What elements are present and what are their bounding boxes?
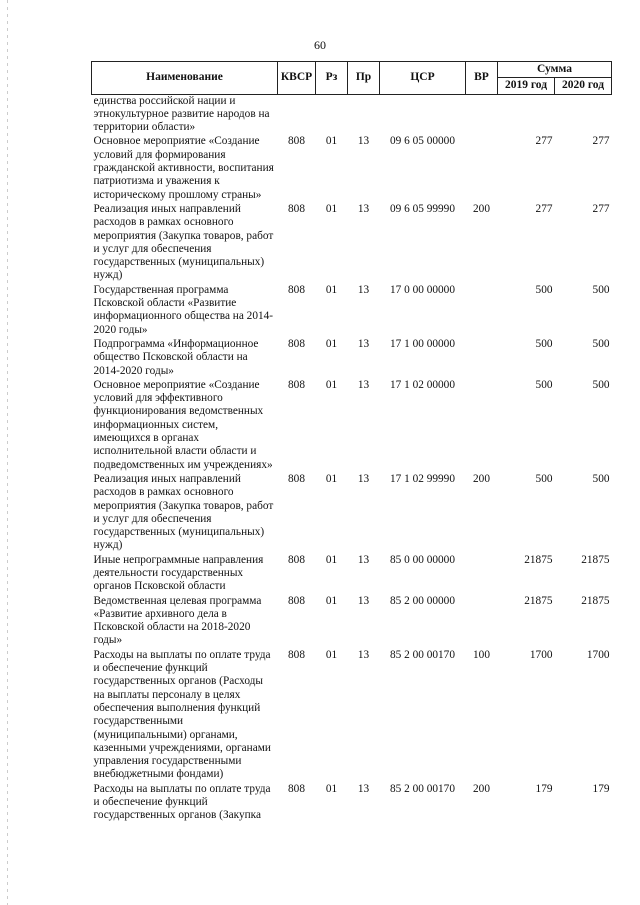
budget-table bbox=[91, 61, 612, 824]
row-2019: 277 bbox=[535, 202, 553, 215]
row-2020: 21875 bbox=[581, 594, 610, 607]
row-2019: 500 bbox=[535, 283, 553, 296]
row-kvsr: 808 bbox=[288, 378, 305, 391]
row-2020: 500 bbox=[592, 283, 610, 296]
row-rz: 01 bbox=[325, 135, 338, 148]
row-name: Расходы на выплаты по оплате труда и обеспечение функций государственных органов (Расходы на выплаты персоналу в целях обеспечения выполнения функций государственными (муниципальными) органами, казенными учреждениями, органами управления государственными внебюджетными фондами) bbox=[93, 648, 271, 781]
row-kvsr: 808 bbox=[288, 135, 305, 148]
table-body bbox=[92, 94, 612, 824]
row-rz: 01 bbox=[325, 378, 338, 391]
row-csr bbox=[380, 94, 466, 135]
row-2020: 500 bbox=[592, 378, 610, 391]
row-vr: 100 bbox=[473, 648, 490, 661]
row-2020: 500 bbox=[592, 337, 610, 350]
row-name: Реализация иных направлений расходов в рамках основного мероприятия (Закупка товаров, работ и услуг для обеспечения государственных (муниципальных) нужд) bbox=[93, 202, 274, 282]
header-vr: ВР bbox=[466, 62, 498, 95]
header-rz: Рз bbox=[316, 62, 348, 95]
row-kvsr: 808 bbox=[288, 472, 305, 485]
row-rz: 01 bbox=[325, 283, 338, 296]
table-row bbox=[92, 379, 612, 473]
row-vr bbox=[466, 135, 498, 202]
scan-edge bbox=[7, 0, 8, 905]
row-2020: 500 bbox=[592, 472, 610, 485]
row-name: Основное мероприятие «Создание условий для формирования гражданской активности, воспитания патриотизма и уважения к историческому прошлому страны» bbox=[93, 135, 274, 201]
row-pr: 13 bbox=[357, 337, 370, 350]
row-rz: 01 bbox=[325, 202, 338, 215]
row-name: Подпрограмма «Информационное общество Псковской области на 2014-2020 годы» bbox=[93, 337, 259, 377]
row-pr: 13 bbox=[357, 135, 370, 148]
row-2020: 277 bbox=[592, 202, 610, 215]
header-sum: Сумма bbox=[498, 62, 612, 78]
header-kvsr: КВСР bbox=[278, 62, 316, 95]
row-csr: 85 0 00 00000 bbox=[390, 553, 455, 566]
row-pr bbox=[348, 94, 380, 135]
row-name: Реализация иных направлений расходов в рамках основного мероприятия (Закупка товаров, работ и услуг для обеспечения государственных (муниципальных) нужд) bbox=[93, 472, 274, 552]
row-csr: 09 6 05 99990 bbox=[390, 202, 455, 215]
row-pr: 13 bbox=[357, 472, 370, 485]
row-vr: 200 bbox=[473, 472, 490, 485]
row-rz bbox=[316, 94, 348, 135]
header-csr: ЦСР bbox=[380, 62, 466, 95]
row-name: единства российской нации и этнокультурное развитие народов на территории области» bbox=[93, 94, 270, 134]
row-2019 bbox=[498, 94, 555, 135]
table-row bbox=[92, 649, 612, 783]
row-kvsr: 808 bbox=[288, 202, 305, 215]
header-name: Наименование bbox=[92, 62, 278, 95]
row-pr: 13 bbox=[357, 782, 370, 795]
row-rz: 01 bbox=[325, 648, 338, 661]
row-name: Расходы на выплаты по оплате труда и обеспечение функций государственных органов (Закупка bbox=[93, 782, 271, 822]
table-row bbox=[92, 94, 612, 135]
row-2019: 179 bbox=[535, 782, 553, 795]
row-csr: 85 2 00 00000 bbox=[390, 594, 455, 607]
table-row bbox=[92, 135, 612, 202]
row-name: Ведомственная целевая программа «Развитие архивного дела в Псковской области на 2018-2020 годы» bbox=[93, 594, 262, 647]
row-vr: 200 bbox=[473, 202, 490, 215]
row-csr: 09 6 05 00000 bbox=[390, 135, 455, 148]
row-csr: 17 1 02 99990 bbox=[390, 472, 455, 485]
row-2020 bbox=[555, 94, 612, 135]
row-vr bbox=[466, 338, 498, 379]
row-2019: 500 bbox=[535, 378, 553, 391]
row-vr bbox=[466, 595, 498, 649]
row-pr: 13 bbox=[357, 648, 370, 661]
row-2020: 277 bbox=[592, 135, 610, 148]
row-rz: 01 bbox=[325, 782, 338, 795]
row-2020: 1700 bbox=[586, 648, 610, 661]
row-rz: 01 bbox=[325, 594, 338, 607]
row-vr: 200 bbox=[473, 782, 490, 795]
row-2019: 500 bbox=[535, 337, 553, 350]
row-name: Основное мероприятие «Создание условий для эффективного функционирования ведомственных информационных систем, имеющихся в органах исполнительной власти области и подведомственных им учреждениях» bbox=[93, 378, 273, 471]
row-2019: 500 bbox=[535, 472, 553, 485]
row-2019: 21875 bbox=[524, 553, 553, 566]
header-2020: 2020 год bbox=[555, 78, 612, 94]
header-pr: Пр bbox=[348, 62, 380, 95]
row-csr: 85 2 00 00170 bbox=[390, 648, 455, 661]
row-vr bbox=[466, 379, 498, 473]
row-kvsr: 808 bbox=[288, 782, 305, 795]
row-pr: 13 bbox=[357, 594, 370, 607]
row-csr: 17 0 00 00000 bbox=[390, 283, 455, 296]
table-header bbox=[92, 62, 612, 95]
row-2019: 21875 bbox=[524, 594, 553, 607]
row-pr: 13 bbox=[357, 378, 370, 391]
table-row bbox=[92, 595, 612, 649]
table-row bbox=[92, 203, 612, 284]
row-csr: 85 2 00 00170 bbox=[390, 782, 455, 795]
row-pr: 13 bbox=[357, 553, 370, 566]
row-2020: 21875 bbox=[581, 553, 610, 566]
row-csr: 17 1 00 00000 bbox=[390, 337, 455, 350]
row-rz: 01 bbox=[325, 553, 338, 566]
row-kvsr: 808 bbox=[288, 337, 305, 350]
header-2019: 2019 год bbox=[498, 78, 555, 94]
row-kvsr: 808 bbox=[288, 648, 305, 661]
row-2019: 1700 bbox=[529, 648, 553, 661]
row-name: Государственная программа Псковской области «Развитие информационного общества на 2014-2020 годы» bbox=[93, 283, 274, 336]
row-kvsr bbox=[278, 94, 316, 135]
table-row bbox=[92, 473, 612, 554]
row-kvsr: 808 bbox=[288, 283, 305, 296]
table-row bbox=[92, 284, 612, 338]
table-row bbox=[92, 554, 612, 595]
row-vr bbox=[466, 554, 498, 595]
row-vr bbox=[466, 284, 498, 338]
row-rz: 01 bbox=[325, 337, 338, 350]
row-vr bbox=[466, 94, 498, 135]
row-csr: 17 1 02 00000 bbox=[390, 378, 455, 391]
table-row bbox=[92, 783, 612, 824]
row-pr: 13 bbox=[357, 202, 370, 215]
row-kvsr: 808 bbox=[288, 553, 305, 566]
row-2020: 179 bbox=[592, 782, 610, 795]
page-number: 60 bbox=[314, 38, 326, 52]
row-pr: 13 bbox=[357, 283, 370, 296]
row-rz: 01 bbox=[325, 472, 338, 485]
row-name: Иные непрограммные направления деятельности государственных органов Псковской области bbox=[93, 553, 264, 593]
table-row bbox=[92, 338, 612, 379]
row-2019: 277 bbox=[535, 135, 553, 148]
row-kvsr: 808 bbox=[288, 594, 305, 607]
